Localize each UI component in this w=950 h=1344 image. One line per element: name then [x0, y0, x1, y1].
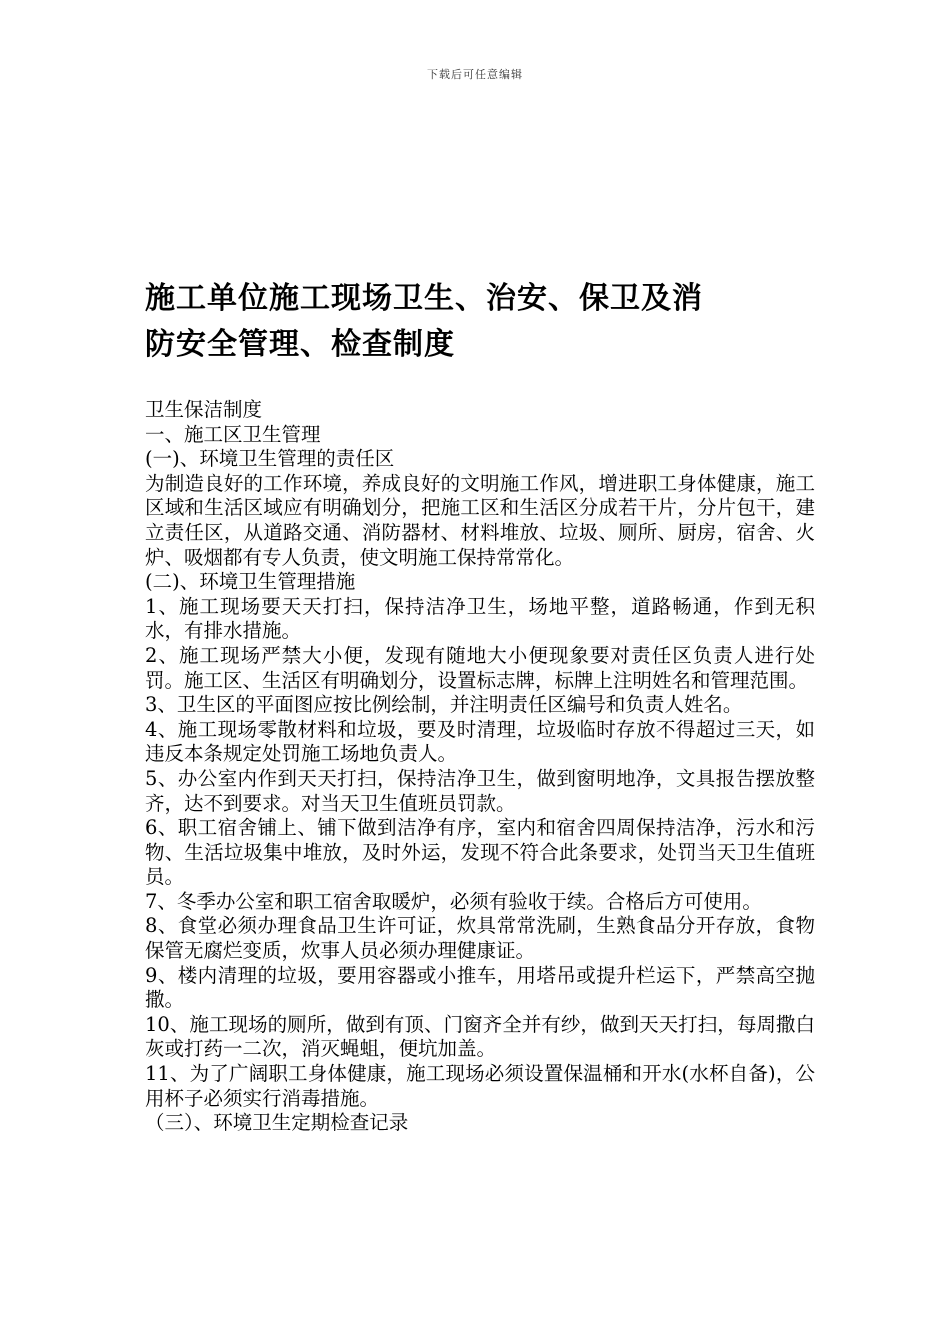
subsection-heading: (一)、环境卫生管理的责任区 [145, 447, 395, 471]
document-title-line: 防安全管理、检查制度 [145, 327, 455, 362]
list-item: 3、卫生区的平面图应按比例绘制，并注明责任区编号和负责人姓名。 [145, 693, 743, 717]
subsection-heading: （三）、环境卫生定期检查记录 [145, 1111, 409, 1135]
list-item: 4、施工现场零散材料和垃圾，要及时清理，垃圾临时存放不得超过三天，如违反本条规定处罚施工场地负责人。 [145, 717, 815, 766]
list-item: 6、职工宿舍铺上、铺下做到洁净有序，室内和宿舍四周保持洁净，污水和污物、生活垃圾集中堆放，及时外运，发现不符合此条要求，处罚当天卫生值班员。 [145, 816, 815, 889]
list-item: 10、施工现场的厕所，做到有顶、门窗齐全并有纱，做到天天打扫，每周撒白灰或打药一二次，消灭蝇蛆，便坑加盖。 [145, 1012, 815, 1061]
list-item: 9、楼内清理的垃圾，要用容器或小推车，用塔吊或提升栏运下，严禁高空抛撒。 [145, 963, 815, 1012]
document-title [145, 276, 815, 368]
list-item: 1、施工现场要天天打扫，保持洁净卫生，场地平整，道路畅通，作到无积水，有排水措施。 [145, 594, 815, 643]
body-paragraph: 为制造良好的工作环境，养成良好的文明施工作风，增进职工身体健康，施工区域和生活区域应有明确划分，把施工区和生活区分成若干片，分片包干，建立责任区，从道路交通、消防器材、材料堆放、垃圾、厕所、厨房，宿舍、火炉、吸烟都有专人负责，使文明施工保持常常化。 [145, 471, 815, 569]
list-item: 2、施工现场严禁大小便，发现有随地大小便现象要对责任区负责人进行处罚。施工区、生活区有明确划分，设置标志牌，标牌上注明姓名和管理范围。 [145, 643, 815, 692]
list-item: 11、为了广阔职工身体健康，施工现场必须设置保温桶和开水(水杯自备)，公用杯子必须实行消毒措施。 [145, 1062, 815, 1110]
section-heading: 卫生保洁制度 [145, 398, 263, 421]
document-body [145, 398, 815, 1136]
list-item: 5、办公室内作到天天打扫，保持洁净卫生，做到窗明地净，文具报告摆放整齐，达不到要求。对当天卫生值班员罚款。 [145, 766, 815, 815]
header-note: 下载后可任意编辑 [427, 68, 523, 81]
list-item: 8、食堂必须办理食品卫生许可证，炊具常常洗刷，生熟食品分开存放，食物保管无腐烂变质，炊事人员必须办理健康证。 [145, 914, 815, 963]
subsection-heading: (二)、环境卫生管理措施 [145, 570, 356, 594]
list-item: 7、冬季办公室和职工宿舍取暖炉，必须有验收于续。合格后方可使用。 [145, 889, 762, 913]
document-title-line: 施工单位施工现场卫生、治安、保卫及消 [145, 281, 703, 316]
section-heading: 一、施工区卫生管理 [145, 422, 321, 446]
